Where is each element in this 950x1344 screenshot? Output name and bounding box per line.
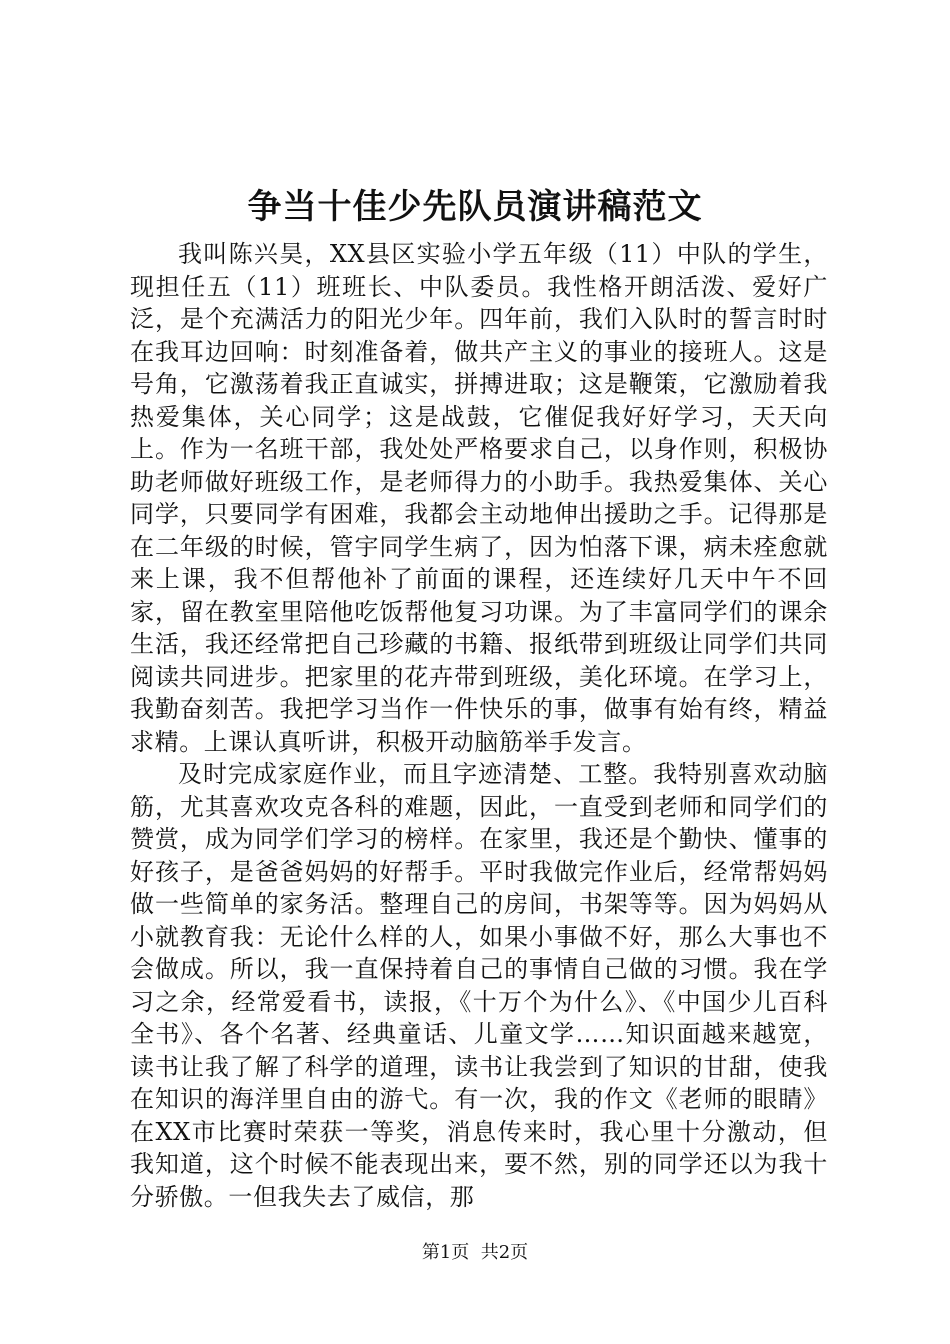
- paragraph-2: 及时完成家庭作业，而且字迹清楚、工整。我特别喜欢动脑筋，尤其喜欢攻克各科的难题，因此，一直受到老师和同学们的赞赏，成为同学们学习的榜样。在家里，我还是个勤快、懂事的好孩子，是爸爸妈妈的好帮手。平时我做完作业后，经常帮妈妈做一些简单的家务活。整理自己的房间，书架等等。因为妈妈从小就教育我：无论什么样的人，如果小事做不好，那么大事也不会做成。所以，我一直保持着自己的事情自己做的习惯。我在学习之余，经常爱看书，读报，《十万个为什么》、《中国少儿百科全书》、各个名著、经典童话、儿童文学……知识面越来越宽，读书让我了解了科学的道理，读书让我尝到了知识的甘甜，使我在知识的海洋里自由的游弋。有一次，我的作文《老师的眼睛》在XX市比赛时荣获一等奖，消息传来时，我心里十分激动，但我知道，这个时候不能表现出来，要不然，别的同学还以为我十分骄傲。一但我失去了威信，那: [130, 760, 828, 1211]
- page-number: 第1页: [421, 1242, 470, 1263]
- footer-spacer: [469, 1242, 480, 1263]
- paragraph-1: 我叫陈兴昊，XX县区实验小学五年级（11）中队的学生，现担任五（11）班班长、中队委员。我性格开朗活泼、爱好广泛，是个充满活力的阳光少年。四年前，我们入队时的誓言时时在我耳边回响：时刻准备着，做共产主义的事业的接班人。这是号角，它激荡着我正直诚实，拼搏进取；这是鞭策，它激励着我热爱集体，关心同学；这是战鼓，它催促我好好学习，天天向上。作为一名班干部，我处处严格要求自己，以身作则，积极协助老师做好班级工作，是老师得力的小助手。我热爱集体、关心同学，只要同学有困难，我都会主动地伸出援助之手。记得那是在二年级的时候，管宇同学生病了，因为怕落下课，病未痊愈就来上课，我不但帮他补了前面的课程，还连续好几天中午不回家，留在教室里陪他吃饭帮他复习功课。为了丰富同学们的课余生活，我还经常把自己珍藏的书籍、报纸带到班级让同学们共同阅读共同进步。把家里的花卉带到班级，美化环境。在学习上，我勤奋刻苦。我把学习当作一件快乐的事，做事有始有终，精益求精。上课认真听讲，积极开动脑筋举手发言。: [130, 240, 828, 756]
- page-footer: [0, 1241, 950, 1265]
- document-body: [130, 238, 828, 1213]
- page-total: 共2页: [480, 1242, 529, 1263]
- document-title: 争当十佳少先队员演讲稿范文: [247, 187, 703, 227]
